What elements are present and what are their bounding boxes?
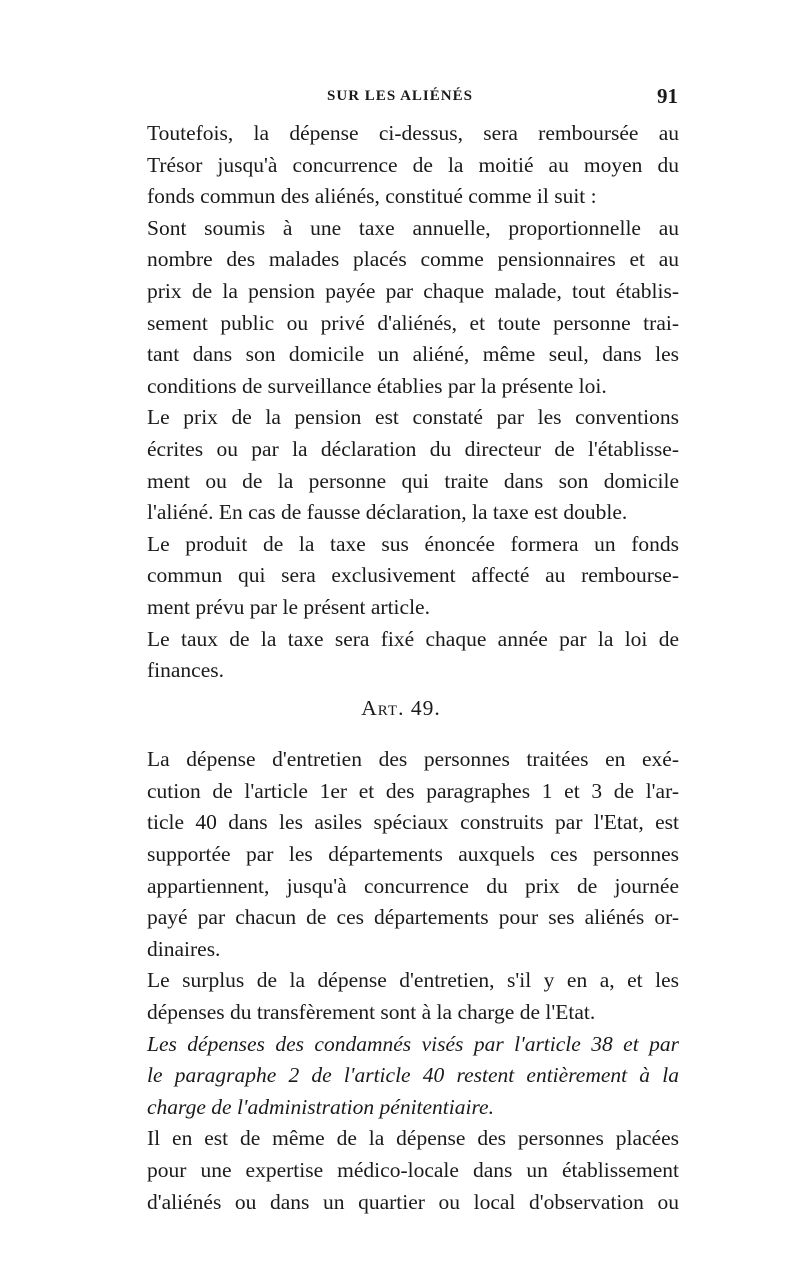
text-line: pour une expertise médico-locale dans un établissement — [147, 1158, 679, 1182]
text-line: Le prix de la pension est constaté par les conventions — [147, 405, 679, 430]
page-header — [122, 84, 678, 118]
text-line: Les dépenses des condamnés visés par l'article 38 et par — [147, 1031, 679, 1056]
article-heading: Art. 49. — [361, 695, 441, 720]
paragraph — [123, 965, 679, 1028]
text-line: tant dans son domicile un aliéné, même seul, dans les — [147, 342, 679, 367]
text-line: Le surplus de la dépense d'entretien, s'il y en a, et les — [147, 968, 679, 993]
text-line: conditions de surveillance établies par la présente loi. — [147, 373, 607, 398]
text-line: commun qui sera exclusivement affecté au rembourse- — [147, 563, 679, 588]
text-line: supportée par les départements auxquels ces personnes — [147, 842, 679, 867]
text-line: Sont soumis à une taxe annuelle, proportionnelle au — [147, 215, 679, 240]
page-body — [123, 118, 679, 1218]
paragraph — [123, 118, 679, 213]
text-line: Il en est de même de la dépense des personnes placées — [147, 1126, 679, 1151]
text-line: Toutefois, la dépense ci-dessus, sera remboursée au — [147, 121, 679, 145]
text-line: ment prévu par le présent article. — [147, 594, 430, 619]
text-line: prix de la pension payée par chaque malade, tout établis- — [147, 278, 679, 303]
paragraph — [123, 1123, 679, 1218]
text-line: nombre des malades placés comme pensionnaires et au — [147, 247, 679, 272]
paragraph — [123, 744, 679, 965]
italic-paragraph — [123, 1029, 679, 1124]
text-line: finances. — [147, 658, 225, 683]
text-line: ticle 40 dans les asiles spéciaux construits par l'Etat, est — [147, 810, 679, 835]
text-line: cution de l'article 1er et des paragraphes 1 et 3 de l'ar- — [147, 778, 679, 803]
text-line: dinaires. — [147, 936, 221, 961]
paragraph — [123, 213, 679, 403]
text-line: ment ou de la personne qui traite dans son domicile — [147, 468, 679, 493]
text-line: charge de l'administration pénitentiaire. — [147, 1094, 494, 1119]
paragraph — [123, 402, 679, 528]
text-line: le paragraphe 2 de l'article 40 restent entièrement à la — [147, 1063, 679, 1088]
text-line: appartiennent, jusqu'à concurrence du prix de journée — [147, 873, 679, 898]
text-line: Trésor jusqu'à concurrence de la moitié au moyen du — [147, 152, 679, 177]
text-line: payé par chacun de ces départements pour ses aliénés or- — [147, 905, 679, 930]
text-line: écrites ou par la déclaration du directeur de l'établisse- — [147, 436, 679, 461]
text-line: La dépense d'entretien des personnes traitées en exé- — [147, 747, 679, 772]
running-head: SUR LES ALIÉNÉS — [327, 88, 473, 104]
text-line: Le produit de la taxe sus énoncée formera un fonds — [147, 531, 679, 556]
paragraph — [123, 624, 679, 687]
text-line: sement public ou privé d'aliénés, et toute personne trai- — [147, 310, 679, 335]
text-line: Le taux de la taxe sera fixé chaque année par la loi de — [147, 626, 679, 651]
paragraph — [123, 529, 679, 624]
text-line: fonds commun des aliénés, constitué comme il suit : — [147, 184, 597, 209]
text-line: l'aliéné. En cas de fausse déclaration, la taxe est double. — [147, 500, 628, 525]
text-line: d'aliénés ou dans un quartier ou local d'observation ou — [147, 1189, 679, 1214]
text-line: dépenses du transfèrement sont à la charge de l'Etat. — [147, 1000, 596, 1025]
page-number: 91 — [657, 84, 678, 108]
